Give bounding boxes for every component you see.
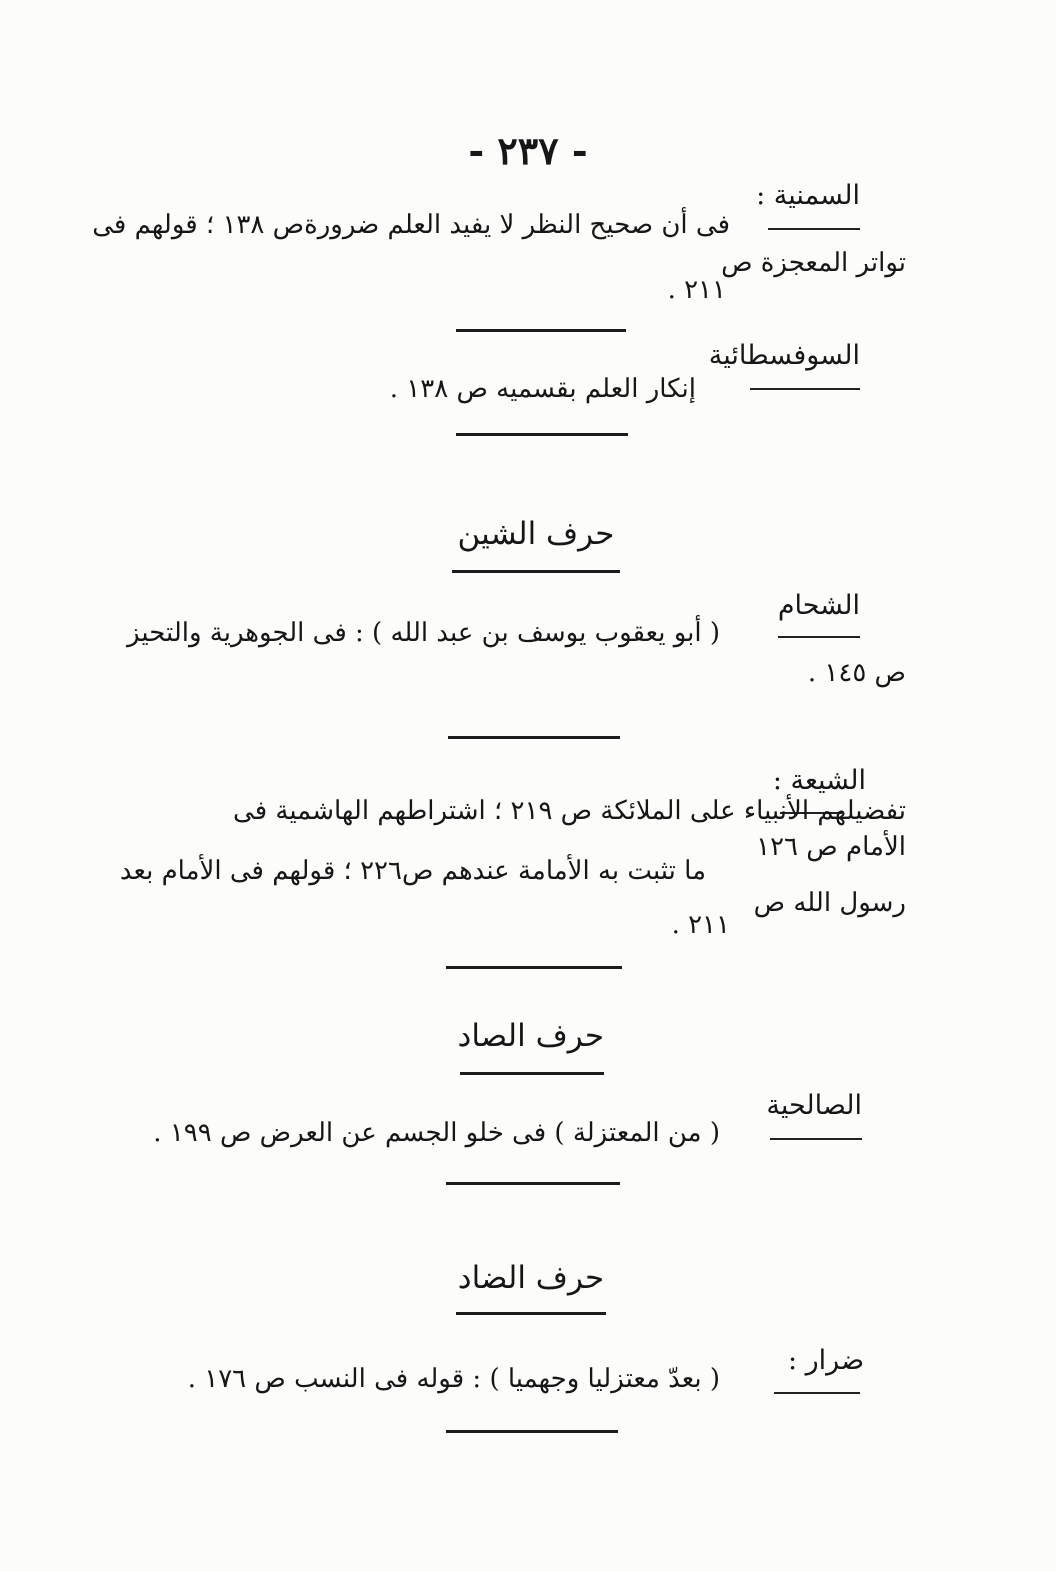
entry-line: تواتر المعجزة ص	[721, 248, 906, 278]
entry-line: ( من المعتزلة ) فى خلو الجسم عن العرض ص ١٩٩ .	[153, 1118, 720, 1148]
heading-underline	[456, 1312, 606, 1315]
entry-line: فى أن صحيح النظر لا يفيد العلم ضرورةص ١٣٨ ؛ قولهم فى	[92, 210, 730, 240]
term-underline	[770, 1138, 862, 1140]
entry-line: ٢١١ .	[671, 910, 730, 940]
entry-line: إنكار العلم بقسميه ص ١٣٨ .	[389, 374, 696, 404]
heading-underline	[460, 1072, 604, 1075]
entry-term-dirar: ضرار :	[787, 1345, 864, 1376]
entry-line: ما تثبت به الأمامة عندهم ص٢٢٦ ؛ قولهم فى الأمام بعد	[119, 856, 706, 886]
separator-rule	[446, 1182, 620, 1185]
entry-term-sumaniyya: السمنية :	[756, 180, 860, 211]
term-underline	[778, 636, 860, 638]
section-heading-dad: حرف الضاد	[457, 1260, 605, 1296]
page-number: - ٢٣٧ -	[468, 128, 588, 173]
term-underline	[750, 388, 860, 390]
entry-line: رسول الله ص	[753, 888, 906, 918]
separator-rule	[446, 966, 622, 969]
separator-rule	[446, 1430, 618, 1433]
entry-term-sophists: السوفسطائية	[708, 340, 860, 371]
term-underline	[768, 228, 860, 230]
separator-rule	[456, 433, 628, 436]
entry-line: ٢١١ .	[667, 275, 726, 305]
separator-rule	[456, 329, 626, 332]
section-heading-shin: حرف الشين	[457, 516, 615, 552]
entry-line: تفضيلهم الأنبياء على الملائكة ص ٢١٩ ؛ اشتراطهم الهاشمية فى	[233, 796, 906, 826]
entry-line: ( بعدّ معتزليا وجهميا ) : قوله فى النسب ص ١٧٦ .	[187, 1364, 720, 1394]
heading-underline	[452, 570, 620, 573]
entry-line: الأمام ص ١٢٦	[756, 832, 906, 862]
term-underline	[774, 1392, 860, 1394]
separator-rule	[448, 736, 620, 739]
entry-line: ( أبو يعقوب يوسف بن عبد الله ) : فى الجوهرية والتحيز	[127, 618, 720, 648]
entry-term-shia: الشيعة :	[772, 765, 866, 796]
entry-line: ص ١٤٥ .	[807, 658, 906, 688]
section-heading-sad: حرف الصاد	[457, 1018, 604, 1054]
entry-term-salihiyya: الصالحية	[766, 1090, 862, 1121]
entry-term-shahham: الشحام	[777, 590, 860, 621]
